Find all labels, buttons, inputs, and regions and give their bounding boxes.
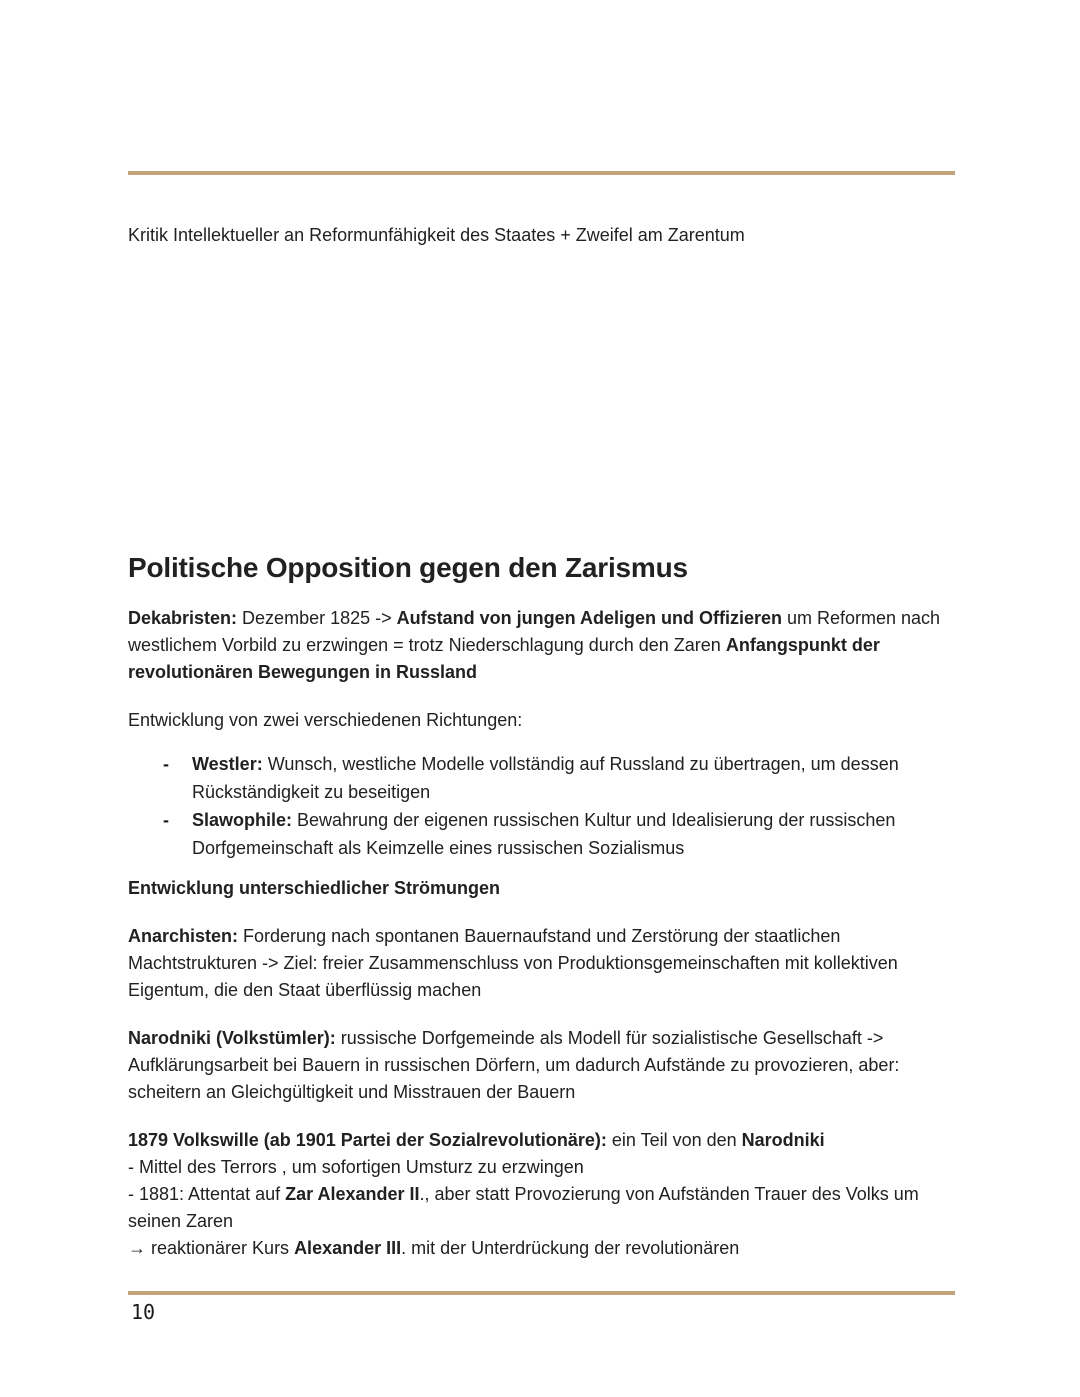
bold-text-run: Slawophile:	[192, 810, 293, 830]
richtungen-intro-paragraph	[128, 707, 955, 734]
page-content	[128, 222, 955, 1262]
bold-text-run: Narodniki	[741, 1130, 825, 1150]
section-body	[128, 605, 955, 1262]
bottom-divider	[128, 1291, 955, 1295]
text-run: - 1881: Attentat auf	[128, 1184, 286, 1204]
anarchisten-paragraph	[128, 923, 955, 1004]
bold-text-run: Westler:	[192, 754, 263, 774]
text-run: . mit der Unterdrückung der revolutionären	[401, 1238, 740, 1258]
list-item	[128, 806, 955, 862]
text-run: ., aber statt Provozierung von Aufständen Trauer des Volks um seinen Zaren	[128, 1184, 919, 1231]
bold-text-run: Alexander III	[294, 1238, 402, 1258]
text-run: Dezember 1825 ->	[237, 608, 397, 628]
dekabristen-paragraph	[128, 605, 955, 686]
bold-text-run: Entwicklung unterschiedlicher Strömungen	[128, 878, 501, 898]
text-run: russische Dorfgemeinde als Modell für sozialistische Gesellschaft -> Aufklärungsarbeit bei Bauern in russischen Dörfern, um dadurch Aufstände zu provozieren, aber: scheitern an Gleichgültigkeit und Misstrauen der Bauern	[128, 1028, 900, 1102]
section-heading: Politische Opposition gegen den Zarismus	[128, 552, 688, 583]
text-run: Wunsch, westliche Modelle vollständig auf Russland zu übertragen, um dessen Rückständigkeit zu beseitigen	[192, 754, 899, 802]
text-run: → reaktionärer Kurs	[128, 1238, 295, 1258]
text-run: Forderung nach spontanen Bauernaufstand und Zerstörung der staatlichen Machtstrukturen -> Ziel: freier Zusammenschluss von Produktionsgemeinschaften mit kollektiven Eigentum, die den Staat überflüssig machen	[128, 926, 898, 1000]
richtungen-list	[128, 750, 955, 862]
list-item	[128, 750, 955, 806]
intro-paragraph: Kritik Intellektueller an Reformunfähigkeit des Staates + Zweifel am Zarentum	[128, 225, 745, 245]
narodniki-paragraph	[128, 1025, 955, 1106]
bold-text-run: Anarchisten:	[128, 926, 239, 946]
bold-text-run: 1879 Volkswille (ab 1901 Partei der Sozialrevolutionäre):	[128, 1130, 607, 1150]
text-run: Entwicklung von zwei verschiedenen Richtungen:	[128, 710, 523, 730]
text-run: um Reformen nach westlichem Vorbild zu erzwingen = trotz Niederschlagung durch den Zaren	[128, 608, 941, 655]
top-divider	[128, 171, 955, 175]
text-run: ein Teil von den	[606, 1130, 742, 1150]
volkswille-paragraph	[128, 1127, 955, 1262]
bold-text-run: Anfangspunkt der revolutionären Bewegungen in Russland	[128, 635, 880, 682]
bold-text-run: Zar Alexander II	[285, 1184, 420, 1204]
bold-text-run: Aufstand von jungen Adeligen und Offizieren	[396, 608, 782, 628]
text-run: Bewahrung der eigenen russischen Kultur und Idealisierung der russischen Dorfgemeinschaft als Keimzelle eines russischen Sozialismus	[192, 810, 896, 858]
text-run: - Mittel des Terrors , um sofortigen Umsturz zu erzwingen	[128, 1157, 584, 1177]
stroemungen-heading-paragraph	[128, 875, 955, 902]
bold-text-run: Dekabristen:	[128, 608, 238, 628]
page-number: 10	[131, 1300, 156, 1324]
bold-text-run: Narodniki (Volkstümler):	[128, 1028, 336, 1048]
